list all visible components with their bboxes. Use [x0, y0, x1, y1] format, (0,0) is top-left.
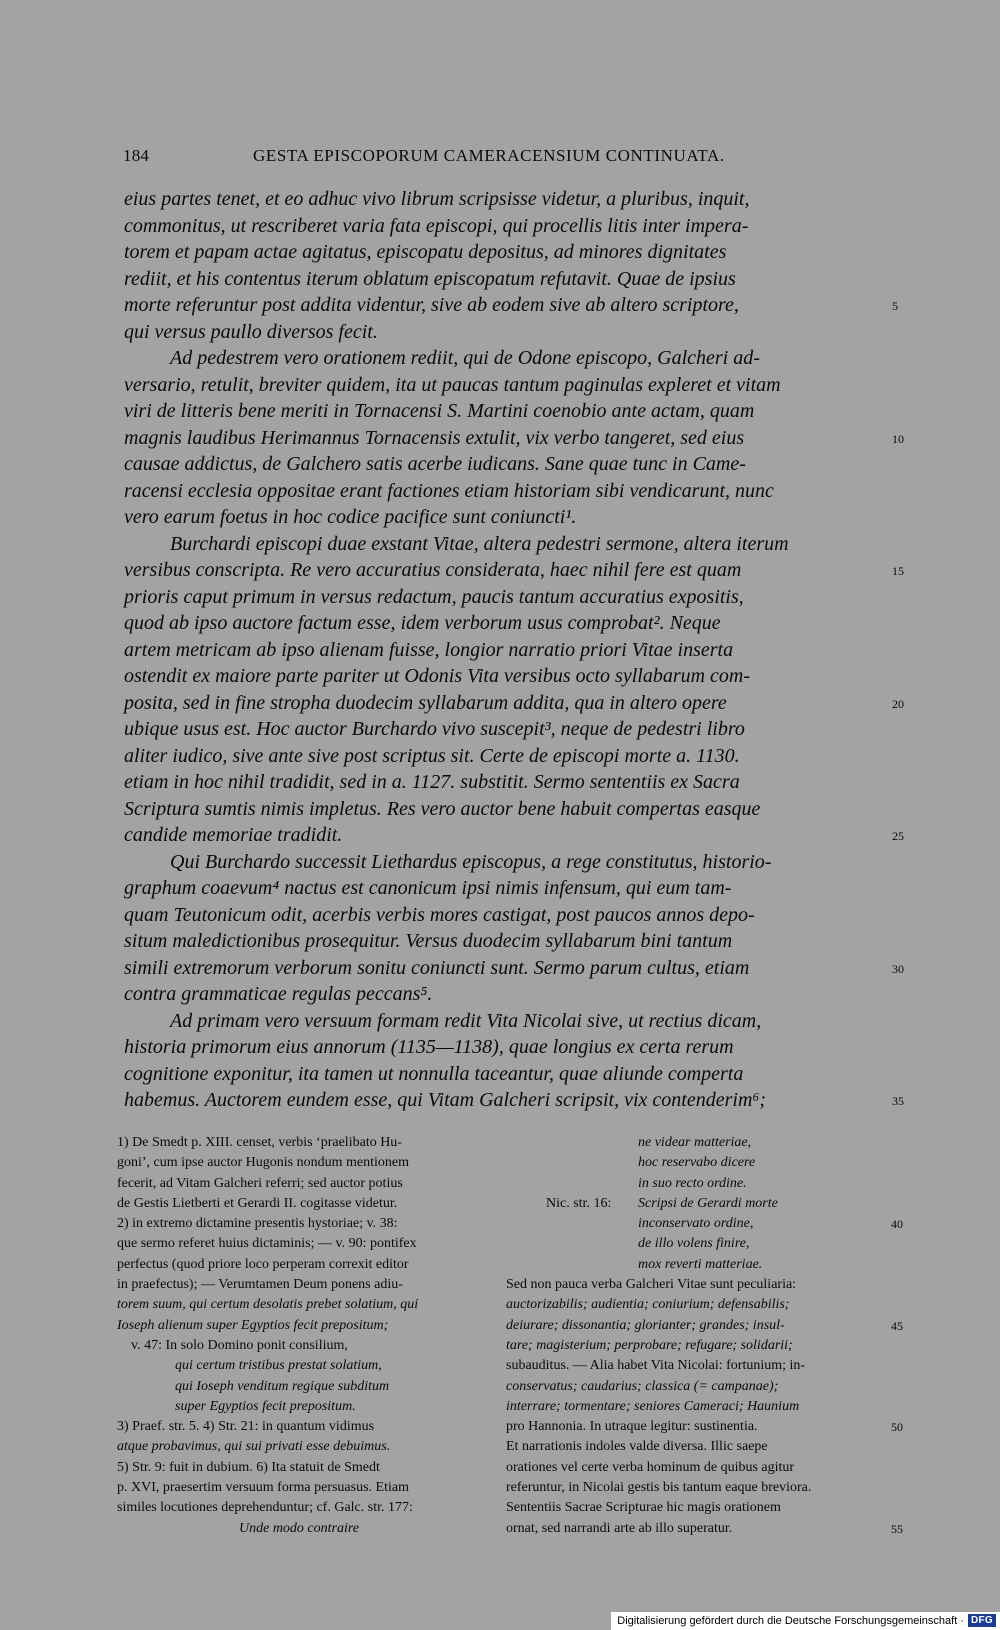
digitization-credit	[611, 1612, 1000, 1630]
footnote-text: ne videar matteriae,	[638, 1135, 752, 1150]
line-text: Ad primam vero versuum formam redit Vita Nicolai sive, ut rectius dicam,	[170, 1009, 762, 1032]
footnote-text: goni’, cum ipse auctor Hugonis nondum mentionem	[117, 1155, 410, 1171]
line-text: magnis laudibus Herimannus Tornacensis extulit, vix verbo tangeret, sed eius	[124, 426, 745, 449]
footnote-line	[506, 1356, 891, 1376]
text-line	[124, 266, 884, 293]
text-line	[124, 186, 884, 213]
line-number: 25	[892, 829, 904, 843]
footnote-line	[117, 1316, 497, 1336]
footnote-line	[117, 1498, 497, 1518]
footnote-text: in praefectus); — Verumtamen Deum ponens adiu-	[117, 1277, 403, 1293]
footnote-text: Sententiis Sacrae Scripturae hic magis orationem	[506, 1500, 781, 1516]
text-line	[124, 319, 884, 346]
line-text: torem et papam actae agitatus, episcopatu depositus, ad minores dignitates	[124, 241, 727, 263]
footnote-line	[506, 1133, 891, 1153]
line-text: qui versus paullo diversos fecit.	[124, 320, 378, 343]
footnote-line	[506, 1498, 891, 1518]
line-text: eius partes tenet, et eo adhuc vivo librum scripsisse videtur, a pluribus, inquit,	[124, 188, 750, 210]
text-line	[124, 769, 884, 796]
line-text: historia primorum eius annorum (1135—1138), quae longius ex certa rerum	[124, 1036, 734, 1058]
footnote-line	[117, 1153, 497, 1173]
footnote-line	[506, 1316, 903, 1336]
line-text: Scriptura sumtis nimis impletus. Res vero auctor bene habuit compertas easque	[124, 797, 761, 820]
footnote-line	[506, 1458, 891, 1478]
text-line	[124, 690, 904, 717]
line-text: versibus conscripta. Re vero accuratius considerata, haec nihil fere est quam	[124, 559, 742, 581]
footnote-text: in suo recto ordine.	[638, 1175, 747, 1191]
text-line	[124, 531, 884, 558]
text-line	[124, 1061, 884, 1088]
footnote-text: qui certum tristibus prestat solatium,	[175, 1358, 382, 1374]
footnote-text: mox reverti matteriae.	[638, 1256, 763, 1272]
line-text: graphum coaevum⁴ nactus est canonicum ipsi nimis infensum, qui eum tam-	[124, 877, 732, 899]
line-text: quod ab ipso auctore factum esse, idem verborum usus comprobat². Neque	[124, 612, 721, 634]
footnote-line	[506, 1234, 891, 1254]
footnote-line	[506, 1397, 891, 1417]
footnote-line	[506, 1336, 891, 1356]
line-text: morte referuntur post addita videntur, sive ab eodem sive ab altero scriptore,	[124, 294, 739, 316]
footnote-line	[506, 1275, 891, 1295]
footnote-line	[117, 1519, 497, 1539]
footnote-line	[117, 1234, 497, 1254]
footnote-text: orationes vel certe verba hominum de quibus agitur	[506, 1459, 795, 1475]
footnote-text: perfectus (quod priore loco perperam correxit editor	[117, 1256, 409, 1272]
footnote-text: p. XVI, praesertim versuum forma persuasus. Etiam	[117, 1480, 409, 1496]
text-line	[124, 1008, 884, 1035]
text-line	[124, 743, 884, 770]
footnote-text: Sed non pauca verba Galcheri Vitae sunt peculiaria:	[506, 1277, 797, 1293]
line-text: etiam in hoc nihil tradidit, sed in a. 1127. substitit. Sermo sententiis ex Sacra	[124, 771, 740, 793]
dfg-logo-icon: DFG	[968, 1614, 996, 1627]
footnote-text: pro Hannonia. In utraque legitur: sustinentia.	[506, 1419, 758, 1435]
footnote-text: Ioseph alienum super Egyptios fecit prepositum;	[117, 1317, 389, 1333]
line-number: 30	[892, 961, 904, 976]
footnote-line	[506, 1377, 891, 1397]
line-text: situm maledictionibus prosequitur. Versus duodecim syllabarum bini tantum	[124, 930, 733, 952]
footnote-text: tare; magisterium; perprobare; refugare; solidarii;	[506, 1337, 793, 1353]
footnote-text: de illo volens finire,	[638, 1236, 750, 1252]
running-title: GESTA EPISCOPORUM CAMERACENSIUM CONTINUATA.	[253, 146, 725, 165]
footnote-text: referuntur, in Nicolai gestis bis tantum eaque breviora.	[506, 1480, 812, 1496]
footnote-text: 3) Praef. str. 5. 4) Str. 21: in quantum vidimus	[117, 1419, 375, 1435]
line-text: Ad pedestrem vero orationem rediit, qui de Odone episcopo, Galcheri ad-	[170, 347, 760, 369]
footnote-text: torem suum, qui certum desolatis prebet solatium, qui	[117, 1297, 419, 1313]
line-text: Burchardi episcopi duae exstant Vitae, altera pedestri sermone, altera iterum	[170, 532, 789, 555]
footnote-text: 1) De Smedt p. XIII. censet, verbis ‘praelibato Hu-	[117, 1135, 402, 1150]
footnote-text: super Egyptios fecit prepositum.	[175, 1398, 356, 1414]
credit-text: Digitalisierung gefördert durch die Deutsche Forschungsgemeinschaft ·	[617, 1614, 964, 1627]
footnote-line	[117, 1478, 497, 1498]
footnote-line	[506, 1478, 891, 1498]
line-text: posita, sed in fine stropha duodecim syllabarum addita, qua in altero opere	[124, 691, 727, 714]
line-text: vero earum foetus in hoc codice pacifice sunt coniuncti¹.	[124, 506, 577, 528]
footnote-text: hoc reservabo dicere	[638, 1155, 756, 1171]
footnote-text: 2) in extremo dictamine presentis hystoriae; v. 38:	[117, 1216, 398, 1232]
text-line	[124, 478, 884, 505]
line-number: 20	[892, 696, 904, 711]
footnote-line	[117, 1174, 497, 1194]
text-line	[124, 425, 904, 452]
line-number: 40	[891, 1217, 903, 1232]
footnote-line	[506, 1194, 891, 1214]
text-line	[124, 345, 884, 372]
page-number: 184	[123, 146, 150, 165]
footnote-text: ornat, sed narrandi arte ab illo superatur.	[506, 1520, 733, 1536]
text-line	[124, 796, 884, 823]
text-line	[124, 928, 884, 955]
footnote-text: Et narrationis indoles valde diversa. Illic saepe	[506, 1439, 768, 1455]
footnote-text: deiurare; dissonantia; glorianter; grandes; insul-	[506, 1317, 785, 1333]
text-line	[124, 584, 884, 611]
footnote-line	[506, 1174, 891, 1194]
footnote-line	[117, 1194, 497, 1214]
line-text: prioris caput primum in versus redactum, paucis tantum accuratius expositis,	[124, 585, 744, 608]
text-line	[124, 716, 884, 743]
text-line	[124, 213, 884, 240]
line-text: candide memoriae tradidit.	[124, 824, 343, 846]
text-line	[124, 955, 904, 982]
footnote-text: inconservato ordine,	[638, 1216, 754, 1232]
footnote-text: subauditus. — Alia habet Vita Nicolai: fortunium; in-	[506, 1358, 806, 1374]
line-text: commonitus, ut rescriberet varia fata episcopi, qui procellis litis inter impera-	[124, 214, 749, 237]
text-line	[124, 398, 884, 425]
footnote-line	[117, 1397, 497, 1417]
footnote-line	[506, 1437, 891, 1457]
footnote-reference: Nic. str. 16:	[546, 1195, 612, 1211]
footnote-line	[117, 1255, 497, 1275]
footnotes-left-column	[117, 1133, 497, 1539]
text-line	[124, 372, 884, 399]
footnote-text: similes locutiones deprehenduntur; cf. Galc. str. 177:	[117, 1500, 413, 1516]
footnote-line	[117, 1275, 497, 1295]
text-line	[124, 1087, 904, 1114]
line-text: racensi ecclesia oppositae erant factiones etiam historiam sibi vendicarunt, nunc	[124, 479, 774, 502]
text-line	[124, 875, 884, 902]
line-number: 15	[892, 564, 904, 578]
footnote-text: qui Ioseph venditum regique subditum	[175, 1378, 390, 1394]
footnote-text: atque probavimus, qui sui privati esse debuimus.	[117, 1439, 391, 1455]
footnote-text: fecerit, ad Vitam Galcheri referri; sed auctor potius	[117, 1175, 403, 1191]
line-text: ostendit ex maiore parte pariter ut Odonis Vita versibus octo syllabarum com-	[124, 665, 751, 687]
line-text: artem metricam ab ipso alienam fuisse, longior narratio priori Vitae inserta	[124, 638, 734, 661]
text-line	[124, 1034, 884, 1061]
main-text	[124, 186, 904, 1114]
text-line	[124, 239, 884, 266]
text-line	[124, 637, 884, 664]
line-number: 50	[891, 1420, 903, 1435]
line-number: 55	[891, 1521, 903, 1536]
footnote-line	[117, 1356, 497, 1376]
footnotes-right-column	[506, 1133, 903, 1539]
footnote-line	[506, 1417, 903, 1437]
line-text: viri de litteris bene meriti in Tornacensi S. Martini coenobio ante actam, quam	[124, 400, 755, 422]
text-line	[124, 663, 884, 690]
footnote-text: auctorizabilis; audientia; coniurium; defensabilis;	[506, 1297, 790, 1313]
footnote-line	[117, 1437, 497, 1457]
text-line	[124, 504, 884, 531]
text-line	[124, 292, 898, 319]
line-text: Qui Burchardo successit Liethardus episcopus, a rege constitutus, historio-	[170, 850, 772, 873]
footnote-line	[117, 1295, 497, 1315]
footnote-line	[117, 1336, 497, 1356]
footnote-line	[117, 1377, 497, 1397]
text-line	[124, 902, 884, 929]
line-text: simili extremorum verborum sonitu coniuncti sunt. Sermo parum cultus, etiam	[124, 956, 750, 979]
text-line	[124, 981, 884, 1008]
footnote-text: interrare; tormentare; seniores Cameraci; Haunium	[506, 1398, 800, 1414]
footnote-text: que sermo referet huius dictaminis; — v. 90: pontifex	[117, 1236, 417, 1252]
footnote-line	[506, 1519, 903, 1539]
text-line	[124, 849, 884, 876]
line-text: rediit, et his contentus iterum oblatum episcopatum refutavit. Quae de ipsius	[124, 267, 736, 290]
footnote-line	[117, 1214, 497, 1234]
footnote-line	[506, 1153, 891, 1173]
footnote-line	[117, 1133, 497, 1153]
footnote-line	[117, 1417, 497, 1437]
footnote-line	[117, 1458, 497, 1478]
text-line	[124, 451, 884, 478]
footnote-line	[506, 1214, 903, 1234]
line-number: 45	[891, 1318, 903, 1333]
line-text: cognitione exponitur, ita tamen ut nonnulla taceantur, quae aliunde comperta	[124, 1062, 744, 1085]
line-text: contra grammaticae regulas peccans⁵.	[124, 983, 433, 1005]
footnote-line	[506, 1295, 891, 1315]
line-text: versario, retulit, breviter quidem, ita ut paucas tantum paginulas expleret et vitam	[124, 373, 781, 396]
text-line	[124, 610, 884, 637]
footnote-text: 5) Str. 9: fuit in dubium. 6) Ita statuit de Smedt	[117, 1459, 380, 1475]
line-number: 5	[892, 299, 898, 313]
footnote-text: Unde modo contraire	[239, 1520, 360, 1536]
footnote-text: v. 47: In solo Domino ponit consilium,	[131, 1337, 348, 1353]
footnote-text: conservatus; caudarius; classica (= campanae);	[506, 1378, 779, 1394]
line-text: quam Teutonicum odit, acerbis verbis mores castigat, post paucos annos depo-	[124, 903, 755, 926]
line-text: habemus. Auctorem eundem esse, qui Vitam Galcheri scripsit, vix contenderim⁶;	[124, 1089, 767, 1111]
footnote-line	[506, 1255, 891, 1275]
text-line	[124, 557, 904, 584]
line-text: aliter iudico, sive ante sive post scriptus sit. Certe de episcopi morte a. 1130.	[124, 744, 740, 767]
footnote-text: de Gestis Lietberti et Gerardi II. cogitasse videtur.	[117, 1195, 398, 1211]
text-line	[124, 822, 904, 849]
line-number: 35	[892, 1094, 904, 1108]
footnote-text: Scripsi de Gerardi morte	[638, 1195, 778, 1211]
line-number: 10	[892, 431, 904, 446]
line-text: causae addictus, de Galchero satis acerbe iudicans. Sane quae tunc in Came-	[124, 453, 746, 475]
line-text: ubique usus est. Hoc auctor Burchardo vivo suscepit³, neque de pedestri libro	[124, 718, 745, 740]
